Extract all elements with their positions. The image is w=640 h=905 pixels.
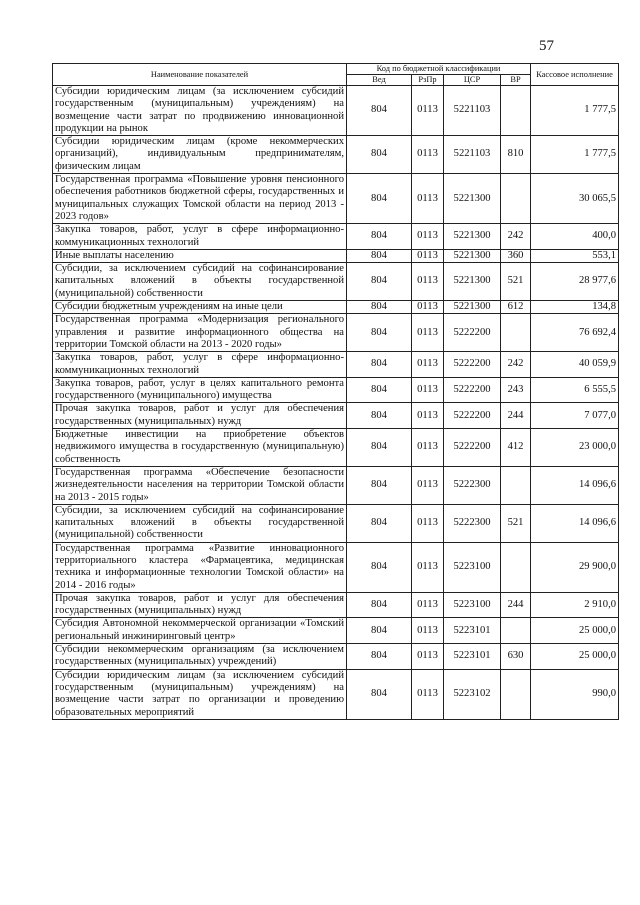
table-row: [53, 249, 619, 262]
row-name: Государственная программа «Модернизация регионального управления и развитие информационного общества на территории Томской области на 2013 - 2020 годы»: [53, 314, 347, 352]
row-rzpr: 0113: [412, 403, 444, 429]
header-ved: Вед: [347, 75, 412, 86]
row-amount: 23 000,0: [531, 429, 619, 467]
row-rzpr: 0113: [412, 314, 444, 352]
row-name: Государственная программа «Развитие инновационного территориального кластера «Фармацевтика, медицинская техника и информационные технологии Томской области» на 2014 - 2016 годы»: [53, 542, 347, 592]
row-csr: 5223101: [444, 618, 501, 644]
row-ved: 804: [347, 224, 412, 250]
row-vr: [501, 466, 531, 504]
row-csr: 5221300: [444, 174, 501, 224]
row-csr: 5221103: [444, 86, 501, 136]
table-row: [53, 669, 619, 719]
row-ved: 804: [347, 174, 412, 224]
row-ved: 804: [347, 136, 412, 174]
header-classification: Код по бюджетной классификации: [347, 64, 531, 75]
row-ved: 804: [347, 466, 412, 504]
row-csr: 5222200: [444, 429, 501, 467]
row-vr: 810: [501, 136, 531, 174]
row-name: Субсидии, за исключением субсидий на софинансирование капитальных вложений в объекты государственной (муниципальной) собственности: [53, 504, 347, 542]
row-ved: 804: [347, 86, 412, 136]
row-amount: 29 900,0: [531, 542, 619, 592]
row-amount: 14 096,6: [531, 504, 619, 542]
row-amount: 1 777,5: [531, 136, 619, 174]
row-ved: 804: [347, 644, 412, 670]
row-name: Государственная программа «Повышение уровня пенсионного обеспечения работников бюджетной сферы, государственных и муниципальных служащих Томской области на период 2013 - 2023 годов»: [53, 174, 347, 224]
row-name: Закупка товаров, работ, услуг в целях капитального ремонта государственного (муниципального) имущества: [53, 377, 347, 403]
table-row: [53, 618, 619, 644]
row-rzpr: 0113: [412, 224, 444, 250]
table-body: [53, 86, 619, 720]
row-csr: 5222300: [444, 504, 501, 542]
row-amount: 990,0: [531, 669, 619, 719]
row-ved: 804: [347, 403, 412, 429]
table-row: [53, 86, 619, 136]
table-row: [53, 592, 619, 618]
table-header: [53, 64, 619, 86]
row-rzpr: 0113: [412, 669, 444, 719]
table-row: [53, 403, 619, 429]
table-row: [53, 224, 619, 250]
row-csr: 5222200: [444, 352, 501, 378]
row-rzpr: 0113: [412, 618, 444, 644]
header-name: Наименование показателей: [53, 64, 347, 86]
budget-table: [52, 63, 619, 720]
row-ved: 804: [347, 504, 412, 542]
row-vr: [501, 174, 531, 224]
row-amount: 2 910,0: [531, 592, 619, 618]
row-rzpr: 0113: [412, 504, 444, 542]
row-name: Бюджетные инвестиции на приобретение объектов недвижимого имущества в государственную (муниципальную) собственность: [53, 429, 347, 467]
header-amount: Кассовое исполнение: [531, 64, 619, 86]
header-csr: ЦСР: [444, 75, 501, 86]
row-vr: 242: [501, 352, 531, 378]
row-ved: 804: [347, 542, 412, 592]
row-rzpr: 0113: [412, 174, 444, 224]
table-row: [53, 136, 619, 174]
row-ved: 804: [347, 377, 412, 403]
row-rzpr: 0113: [412, 542, 444, 592]
row-amount: 28 977,6: [531, 263, 619, 301]
row-csr: 5222300: [444, 466, 501, 504]
row-name: Субсидии бюджетным учреждениям на иные цели: [53, 301, 347, 314]
row-ved: 804: [347, 592, 412, 618]
row-csr: 5221300: [444, 249, 501, 262]
row-name: Субсидии, за исключением субсидий на софинансирование капитальных вложений в объекты государственной (муниципальной) собственности: [53, 263, 347, 301]
row-name: Субсидия Автономной некоммерческой организации «Томский региональный инжиниринговый центр»: [53, 618, 347, 644]
row-vr: [501, 314, 531, 352]
row-amount: 30 065,5: [531, 174, 619, 224]
row-ved: 804: [347, 263, 412, 301]
row-name: Субсидии юридическим лицам (за исключением субсидий государственным (муниципальным) учреждениям) на возмещение части затрат по организации и проведению образовательных мероприятий: [53, 669, 347, 719]
row-amount: 134,8: [531, 301, 619, 314]
row-vr: 243: [501, 377, 531, 403]
row-amount: 553,1: [531, 249, 619, 262]
row-vr: [501, 86, 531, 136]
row-vr: [501, 542, 531, 592]
row-vr: 630: [501, 644, 531, 670]
row-vr: 360: [501, 249, 531, 262]
row-vr: 242: [501, 224, 531, 250]
row-ved: 804: [347, 669, 412, 719]
table-row: [53, 644, 619, 670]
row-csr: 5223102: [444, 669, 501, 719]
row-amount: 76 692,4: [531, 314, 619, 352]
row-name: Прочая закупка товаров, работ и услуг для обеспечения государственных (муниципальных) нужд: [53, 592, 347, 618]
row-amount: 6 555,5: [531, 377, 619, 403]
row-vr: 521: [501, 263, 531, 301]
table-row: [53, 466, 619, 504]
table-row: [53, 429, 619, 467]
header-rzpr: РзПр: [412, 75, 444, 86]
table-row: [53, 352, 619, 378]
table-row: [53, 504, 619, 542]
row-name: Субсидии юридическим лицам (кроме некоммерческих организаций), индивидуальным предпринимателям, физическим лицам: [53, 136, 347, 174]
row-rzpr: 0113: [412, 249, 444, 262]
table-row: [53, 301, 619, 314]
row-rzpr: 0113: [412, 352, 444, 378]
row-csr: 5223100: [444, 592, 501, 618]
row-name: Государственная программа «Обеспечение безопасности жизнедеятельности населения на территории Томской области на 2013 - 2015 годы»: [53, 466, 347, 504]
header-vr: ВР: [501, 75, 531, 86]
row-csr: 5222200: [444, 377, 501, 403]
row-rzpr: 0113: [412, 377, 444, 403]
row-rzpr: 0113: [412, 644, 444, 670]
row-rzpr: 0113: [412, 263, 444, 301]
row-ved: 804: [347, 618, 412, 644]
row-amount: 25 000,0: [531, 644, 619, 670]
row-rzpr: 0113: [412, 136, 444, 174]
row-vr: 612: [501, 301, 531, 314]
row-csr: 5222200: [444, 314, 501, 352]
row-vr: [501, 618, 531, 644]
row-ved: 804: [347, 249, 412, 262]
row-rzpr: 0113: [412, 301, 444, 314]
row-name: Субсидии некоммерческим организациям (за исключением государственных (муниципальных) учреждений): [53, 644, 347, 670]
row-ved: 804: [347, 314, 412, 352]
row-csr: 5221300: [444, 263, 501, 301]
row-amount: 40 059,9: [531, 352, 619, 378]
table-row: [53, 377, 619, 403]
table-row: [53, 174, 619, 224]
row-name: Иные выплаты населению: [53, 249, 347, 262]
row-name: Закупка товаров, работ, услуг в сфере информационно-коммуникационных технологий: [53, 224, 347, 250]
row-vr: 412: [501, 429, 531, 467]
page-number: 57: [539, 38, 554, 54]
row-amount: 1 777,5: [531, 86, 619, 136]
row-csr: 5221300: [444, 224, 501, 250]
row-name: Закупка товаров, работ, услуг в сфере информационно-коммуникационных технологий: [53, 352, 347, 378]
row-csr: 5223100: [444, 542, 501, 592]
row-rzpr: 0113: [412, 429, 444, 467]
row-amount: 25 000,0: [531, 618, 619, 644]
row-vr: 521: [501, 504, 531, 542]
row-name: Прочая закупка товаров, работ и услуг для обеспечения государственных (муниципальных) нужд: [53, 403, 347, 429]
row-csr: 5221300: [444, 301, 501, 314]
row-vr: [501, 669, 531, 719]
row-amount: 400,0: [531, 224, 619, 250]
row-ved: 804: [347, 429, 412, 467]
row-vr: 244: [501, 592, 531, 618]
row-ved: 804: [347, 301, 412, 314]
row-rzpr: 0113: [412, 592, 444, 618]
row-ved: 804: [347, 352, 412, 378]
row-amount: 14 096,6: [531, 466, 619, 504]
table-row: [53, 542, 619, 592]
row-rzpr: 0113: [412, 466, 444, 504]
row-csr: 5222200: [444, 403, 501, 429]
row-csr: 5221103: [444, 136, 501, 174]
row-vr: 244: [501, 403, 531, 429]
row-amount: 7 077,0: [531, 403, 619, 429]
table-row: [53, 263, 619, 301]
row-name: Субсидии юридическим лицам (за исключением субсидий государственным (муниципальным) учреждениям) на возмещение части затрат по продвижению инновационной продукции на рынок: [53, 86, 347, 136]
table-row: [53, 314, 619, 352]
row-rzpr: 0113: [412, 86, 444, 136]
row-csr: 5223101: [444, 644, 501, 670]
